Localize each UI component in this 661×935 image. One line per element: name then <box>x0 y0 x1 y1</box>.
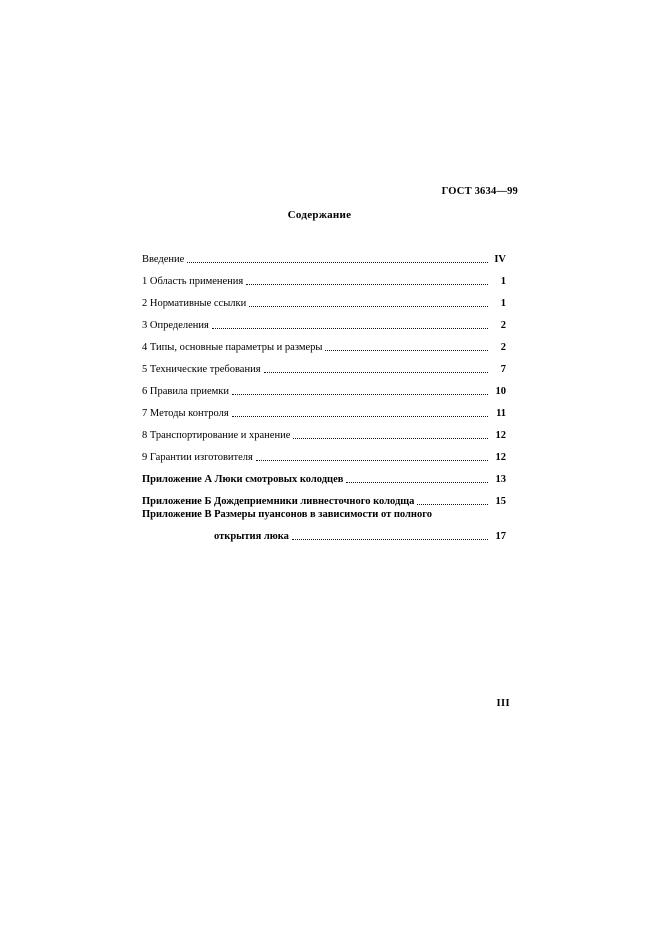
toc-entry-label: Введение <box>142 254 185 265</box>
toc-dot-leader <box>256 451 488 464</box>
table-of-contents <box>142 244 506 544</box>
folio-page-number: III <box>496 698 510 709</box>
toc-dot-leader <box>264 363 488 376</box>
toc-entry-label: 4 Типы, основные параметры и размеры <box>142 342 323 353</box>
toc-dot-leader <box>292 530 488 543</box>
toc-entry-label: 1 Область применения <box>142 276 244 287</box>
toc-entry[interactable] <box>142 420 506 442</box>
toc-entry-page-number: 10 <box>495 386 506 397</box>
toc-entry-label: Приложение Б Дождеприемники ливнесточного колодща <box>142 496 415 507</box>
toc-entry-page-number: 2 <box>500 320 506 331</box>
toc-entry[interactable] <box>142 332 506 354</box>
toc-entry[interactable] <box>142 288 506 310</box>
toc-entry[interactable] <box>142 266 506 288</box>
toc-entry-page-number: IV <box>494 254 506 265</box>
running-head: ГОСТ 3634—99 <box>441 186 518 197</box>
toc-entry-page-number: 17 <box>495 531 506 542</box>
toc-dot-leader <box>246 275 488 288</box>
toc-dot-leader <box>249 297 488 310</box>
toc-entry-label: 5 Технические требования <box>142 364 261 375</box>
toc-entry-label: 6 Правила приемки <box>142 386 229 397</box>
toc-dot-leader <box>325 341 488 354</box>
toc-dot-leader <box>346 473 488 486</box>
page-title <box>0 209 661 221</box>
toc-dot-leader <box>232 385 488 398</box>
toc-dot-leader <box>293 429 488 442</box>
toc-entry-label: 9 Гарантии изготовителя <box>142 452 253 463</box>
toc-entry-page-number: 15 <box>495 496 506 507</box>
toc-entry-label: 3 Определения <box>142 320 209 331</box>
toc-entry-page-number: 12 <box>495 430 506 441</box>
toc-entry[interactable] <box>142 508 506 544</box>
toc-entry-label: Приложение А Люки смотровых колодцев <box>142 474 344 485</box>
toc-entry[interactable] <box>142 354 506 376</box>
toc-entry[interactable] <box>142 398 506 420</box>
toc-entry[interactable] <box>142 310 506 332</box>
toc-entry[interactable] <box>142 244 506 266</box>
toc-entry-page-number: 12 <box>495 452 506 463</box>
toc-entry-continuation <box>142 521 506 543</box>
toc-entry-page-number: 1 <box>500 276 506 287</box>
toc-entry-page-number: 1 <box>500 298 506 309</box>
page-title-text: Содержание <box>287 209 352 221</box>
toc-entry-label: 2 Нормативные ссылки <box>142 298 247 309</box>
toc-entry[interactable] <box>142 486 506 508</box>
toc-entry[interactable] <box>142 442 506 464</box>
toc-entry-label: 7 Методы контроля <box>142 408 229 419</box>
toc-entry-page-number: 13 <box>495 474 506 485</box>
toc-dot-leader <box>187 253 488 266</box>
toc-entry[interactable] <box>142 464 506 486</box>
toc-entry-page-number: 11 <box>496 408 506 419</box>
toc-dot-leader <box>232 407 488 420</box>
toc-dot-leader <box>212 319 488 332</box>
toc-entry-page-number: 2 <box>500 342 506 353</box>
toc-entry-label-line2: открытия люка <box>214 531 289 542</box>
toc-entry-label: 8 Транспортирование и хранение <box>142 430 291 441</box>
toc-entry[interactable] <box>142 376 506 398</box>
toc-dot-leader <box>417 495 488 508</box>
toc-entry-label: Приложение В Размеры пуансонов в зависимости от полного <box>142 509 432 520</box>
toc-entry-page-number: 7 <box>500 364 506 375</box>
